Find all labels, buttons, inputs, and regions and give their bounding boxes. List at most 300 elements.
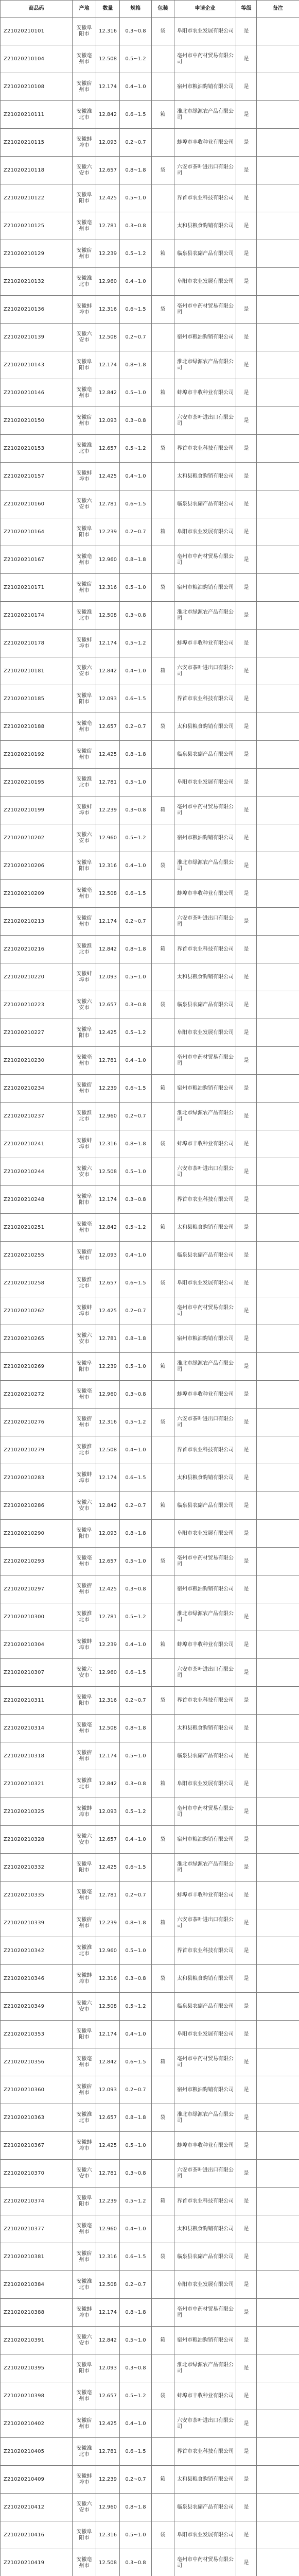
cell-origin: 安徽宿州市 bbox=[73, 73, 96, 101]
cell-company: 宿州市粮油购销有限公司 bbox=[174, 1075, 236, 1103]
cell-note bbox=[257, 1770, 299, 1798]
cell-spec: 0.4~1.0 bbox=[120, 2021, 152, 2048]
cell-spec: 0.5~1.0 bbox=[120, 2132, 152, 2160]
cell-origin: 安徽阜阳市 bbox=[73, 852, 96, 880]
cell-grade: 是 bbox=[236, 685, 257, 713]
cell-package bbox=[152, 908, 174, 936]
cell-grade: 是 bbox=[236, 1269, 257, 1297]
column-header-grade: 等级 bbox=[236, 1, 257, 18]
cell-grade: 是 bbox=[236, 240, 257, 268]
cell-quantity: 12.174 bbox=[96, 2021, 120, 2048]
table-row bbox=[1, 1353, 299, 1381]
cell-company: 阜阳市农业发展有限公司 bbox=[174, 769, 236, 796]
cell-code: Z21020210363 bbox=[1, 2104, 73, 2132]
cell-package bbox=[152, 490, 174, 518]
table-row bbox=[1, 630, 299, 657]
cell-quantity: 12.781 bbox=[96, 212, 120, 240]
cell-grade: 是 bbox=[236, 2271, 257, 2299]
cell-quantity: 12.657 bbox=[96, 1269, 120, 1297]
cell-spec: 0.5~1.0 bbox=[120, 1742, 152, 1770]
cell-grade: 是 bbox=[236, 407, 257, 435]
cell-package: 箱 bbox=[152, 2188, 174, 2215]
cell-note bbox=[257, 908, 299, 936]
cell-spec: 0.6~1.5 bbox=[120, 2438, 152, 2466]
cell-note bbox=[257, 1464, 299, 1492]
table-row bbox=[1, 1186, 299, 1214]
cell-note bbox=[257, 518, 299, 546]
cell-grade: 是 bbox=[236, 1409, 257, 1436]
cell-grade: 是 bbox=[236, 1909, 257, 1937]
cell-origin: 安徽六安市 bbox=[73, 1659, 96, 1687]
cell-grade: 是 bbox=[236, 2160, 257, 2188]
cell-grade: 是 bbox=[236, 2188, 257, 2215]
cell-origin: 安徽阜阳市 bbox=[73, 1854, 96, 1882]
table-row bbox=[1, 991, 299, 1019]
cell-note bbox=[257, 463, 299, 490]
table-row bbox=[1, 1520, 299, 1548]
table-row bbox=[1, 1492, 299, 1520]
cell-origin: 安徽淮北市 bbox=[73, 2104, 96, 2132]
cell-package bbox=[152, 1937, 174, 1965]
table-row bbox=[1, 1158, 299, 1186]
cell-company: 六安市茶叶进出口有限公司 bbox=[174, 1659, 236, 1687]
cell-grade: 是 bbox=[236, 2354, 257, 2382]
cell-grade: 是 bbox=[236, 1882, 257, 1909]
cell-package: 袋 bbox=[152, 435, 174, 463]
cell-quantity: 12.093 bbox=[96, 2354, 120, 2382]
cell-quantity: 12.657 bbox=[96, 991, 120, 1019]
cell-quantity: 12.174 bbox=[96, 351, 120, 379]
cell-company: 宿州市粮油购销有限公司 bbox=[174, 1826, 236, 1854]
cell-spec: 0.8~1.8 bbox=[120, 157, 152, 184]
cell-code: Z21020210304 bbox=[1, 1631, 73, 1659]
cell-spec: 0.3~0.8 bbox=[120, 212, 152, 240]
cell-grade: 是 bbox=[236, 2466, 257, 2494]
cell-grade: 是 bbox=[236, 1575, 257, 1603]
cell-company: 蚌埠市丰收种业有限公司 bbox=[174, 630, 236, 657]
cell-code: Z21020210220 bbox=[1, 963, 73, 991]
cell-spec: 0.3~0.8 bbox=[120, 407, 152, 435]
cell-grade: 是 bbox=[236, 2410, 257, 2438]
cell-origin: 安徽宿州市 bbox=[73, 908, 96, 936]
cell-note bbox=[257, 1269, 299, 1297]
cell-quantity: 12.842 bbox=[96, 657, 120, 685]
cell-code: Z21020210244 bbox=[1, 1158, 73, 1186]
cell-quantity: 12.657 bbox=[96, 1548, 120, 1575]
cell-note bbox=[257, 657, 299, 685]
cell-quantity: 12.425 bbox=[96, 2410, 120, 2438]
cell-code: Z21020210293 bbox=[1, 1548, 73, 1575]
cell-note bbox=[257, 1826, 299, 1854]
table-row bbox=[1, 1659, 299, 1687]
cell-code: Z21020210199 bbox=[1, 796, 73, 824]
cell-grade: 是 bbox=[236, 2549, 257, 2576]
cell-quantity: 12.174 bbox=[96, 2299, 120, 2327]
cell-company: 界首市农业科技有限公司 bbox=[174, 2438, 236, 2466]
cell-origin: 安徽亳州市 bbox=[73, 546, 96, 574]
cell-note bbox=[257, 2215, 299, 2243]
cell-quantity: 12.239 bbox=[96, 1631, 120, 1659]
cell-origin: 安徽六安市 bbox=[73, 324, 96, 351]
cell-spec: 0.3~0.8 bbox=[120, 602, 152, 630]
column-header-package: 包装 bbox=[152, 1, 174, 18]
table-row bbox=[1, 240, 299, 268]
table-row bbox=[1, 824, 299, 852]
cell-company: 蚌埠市丰收种业有限公司 bbox=[174, 379, 236, 407]
cell-note bbox=[257, 2327, 299, 2354]
cell-quantity: 12.239 bbox=[96, 2466, 120, 2494]
cell-note bbox=[257, 1130, 299, 1158]
cell-quantity: 12.316 bbox=[96, 2243, 120, 2271]
cell-code: Z21020210171 bbox=[1, 574, 73, 602]
cell-package bbox=[152, 1603, 174, 1631]
cell-origin: 安徽亳州市 bbox=[73, 1047, 96, 1075]
cell-origin: 安徽淮北市 bbox=[73, 1603, 96, 1631]
cell-company: 宿州市粮油购销有限公司 bbox=[174, 324, 236, 351]
cell-company: 界首市农业科技有限公司 bbox=[174, 1436, 236, 1464]
cell-package bbox=[152, 630, 174, 657]
cell-package: 箱 bbox=[152, 101, 174, 129]
cell-package bbox=[152, 1019, 174, 1047]
cell-grade: 是 bbox=[236, 1325, 257, 1353]
cell-code: Z21020210328 bbox=[1, 1826, 73, 1854]
cell-origin: 安徽淮北市 bbox=[73, 1937, 96, 1965]
cell-company: 太和县粮食购销有限公司 bbox=[174, 2215, 236, 2243]
cell-note bbox=[257, 1909, 299, 1937]
cell-package bbox=[152, 1854, 174, 1882]
cell-note bbox=[257, 1325, 299, 1353]
cell-quantity: 12.508 bbox=[96, 1436, 120, 1464]
cell-quantity: 12.316 bbox=[96, 1409, 120, 1436]
cell-company: 宿州市粮油购销有限公司 bbox=[174, 2076, 236, 2104]
table-row bbox=[1, 2410, 299, 2438]
cell-spec: 0.6~1.5 bbox=[120, 2048, 152, 2076]
cell-company: 临泉县农副产品有限公司 bbox=[174, 240, 236, 268]
cell-origin: 安徽亳州市 bbox=[73, 713, 96, 741]
cell-grade: 是 bbox=[236, 324, 257, 351]
cell-origin: 安徽蚌埠市 bbox=[73, 1130, 96, 1158]
cell-grade: 是 bbox=[236, 2132, 257, 2160]
cell-package bbox=[152, 1381, 174, 1409]
table-row bbox=[1, 657, 299, 685]
cell-quantity: 12.960 bbox=[96, 824, 120, 852]
cell-spec: 0.8~1.8 bbox=[120, 546, 152, 574]
cell-package bbox=[152, 463, 174, 490]
cell-code: Z21020210262 bbox=[1, 1297, 73, 1325]
cell-quantity: 12.239 bbox=[96, 796, 120, 824]
cell-origin: 安徽宿州市 bbox=[73, 1575, 96, 1603]
cell-company: 亳州市中药材贸易有限公司 bbox=[174, 2299, 236, 2327]
cell-note bbox=[257, 1715, 299, 1742]
cell-code: Z21020210108 bbox=[1, 73, 73, 101]
cell-grade: 是 bbox=[236, 1019, 257, 1047]
cell-note bbox=[257, 184, 299, 212]
table-row bbox=[1, 796, 299, 824]
cell-note bbox=[257, 1075, 299, 1103]
cell-spec: 0.2~0.7 bbox=[120, 324, 152, 351]
cell-origin: 安徽淮北市 bbox=[73, 769, 96, 796]
cell-spec: 0.5~1.2 bbox=[120, 435, 152, 463]
cell-quantity: 12.174 bbox=[96, 1464, 120, 1492]
cell-origin: 安徽亳州市 bbox=[73, 45, 96, 73]
cell-quantity: 12.239 bbox=[96, 1075, 120, 1103]
cell-origin: 安徽六安市 bbox=[73, 2160, 96, 2188]
cell-spec: 0.2~0.7 bbox=[120, 2076, 152, 2104]
cell-quantity: 12.960 bbox=[96, 268, 120, 296]
cell-spec: 0.8~1.8 bbox=[120, 2104, 152, 2132]
cell-code: Z21020210111 bbox=[1, 101, 73, 129]
cell-company: 阜阳市农业发展有限公司 bbox=[174, 1770, 236, 1798]
cell-company: 阜阳市农业发展有限公司 bbox=[174, 2271, 236, 2299]
table-row bbox=[1, 1826, 299, 1854]
table-row bbox=[1, 602, 299, 630]
cell-grade: 是 bbox=[236, 1993, 257, 2021]
cell-quantity: 12.174 bbox=[96, 630, 120, 657]
cell-grade: 是 bbox=[236, 2243, 257, 2271]
table-row bbox=[1, 1715, 299, 1742]
cell-company: 临泉县农副产品有限公司 bbox=[174, 490, 236, 518]
table-row bbox=[1, 1381, 299, 1409]
cell-company: 六安市茶叶进出口有限公司 bbox=[174, 1909, 236, 1937]
cell-grade: 是 bbox=[236, 657, 257, 685]
cell-company: 淮北市绿源农产品有限公司 bbox=[174, 351, 236, 379]
cell-package: 袋 bbox=[152, 1130, 174, 1158]
cell-origin: 安徽蚌埠市 bbox=[73, 2132, 96, 2160]
cell-grade: 是 bbox=[236, 1826, 257, 1854]
table-row bbox=[1, 2104, 299, 2132]
cell-package: 箱 bbox=[152, 2048, 174, 2076]
cell-company: 蚌埠市丰收种业有限公司 bbox=[174, 1631, 236, 1659]
table-row bbox=[1, 212, 299, 240]
cell-company: 蚌埠市丰收种业有限公司 bbox=[174, 1130, 236, 1158]
table-row bbox=[1, 685, 299, 713]
cell-company: 蚌埠市丰收种业有限公司 bbox=[174, 2132, 236, 2160]
table-row bbox=[1, 1297, 299, 1325]
cell-spec: 0.5~1.0 bbox=[120, 2521, 152, 2549]
cell-code: Z21020210395 bbox=[1, 2354, 73, 2382]
cell-company: 六安市茶叶进出口有限公司 bbox=[174, 407, 236, 435]
cell-code: Z21020210349 bbox=[1, 1993, 73, 2021]
cell-company: 亳州市中药材贸易有限公司 bbox=[174, 796, 236, 824]
cell-code: Z21020210206 bbox=[1, 852, 73, 880]
cell-grade: 是 bbox=[236, 268, 257, 296]
cell-note bbox=[257, 713, 299, 741]
cell-spec: 0.4~1.0 bbox=[120, 657, 152, 685]
cell-package bbox=[152, 2438, 174, 2466]
table-row bbox=[1, 490, 299, 518]
cell-quantity: 12.316 bbox=[96, 18, 120, 45]
cell-grade: 是 bbox=[236, 212, 257, 240]
cell-quantity: 12.781 bbox=[96, 1047, 120, 1075]
cell-code: Z21020210132 bbox=[1, 268, 73, 296]
cell-spec: 0.5~1.2 bbox=[120, 2382, 152, 2410]
cell-note bbox=[257, 991, 299, 1019]
cell-note bbox=[257, 129, 299, 157]
cell-code: Z21020210153 bbox=[1, 435, 73, 463]
cell-code: Z21020210146 bbox=[1, 379, 73, 407]
table-row bbox=[1, 2494, 299, 2521]
cell-package bbox=[152, 546, 174, 574]
cell-code: Z21020210181 bbox=[1, 657, 73, 685]
cell-package bbox=[152, 1186, 174, 1214]
cell-spec: 0.6~1.5 bbox=[120, 1854, 152, 1882]
cell-package: 袋 bbox=[152, 1826, 174, 1854]
table-row bbox=[1, 184, 299, 212]
cell-package bbox=[152, 1103, 174, 1130]
cell-company: 蚌埠市丰收种业有限公司 bbox=[174, 880, 236, 908]
cell-code: Z21020210321 bbox=[1, 1770, 73, 1798]
cell-note bbox=[257, 2048, 299, 2076]
cell-note bbox=[257, 296, 299, 324]
cell-origin: 安徽淮北市 bbox=[73, 2271, 96, 2299]
cell-code: Z21020210157 bbox=[1, 463, 73, 490]
cell-note bbox=[257, 1937, 299, 1965]
cell-package bbox=[152, 45, 174, 73]
cell-package: 箱 bbox=[152, 1631, 174, 1659]
cell-code: Z21020210279 bbox=[1, 1436, 73, 1464]
cell-company: 临泉县农副产品有限公司 bbox=[174, 2494, 236, 2521]
cell-company: 临泉县农副产品有限公司 bbox=[174, 1492, 236, 1520]
cell-code: Z21020210272 bbox=[1, 1381, 73, 1409]
cell-code: Z21020210370 bbox=[1, 2160, 73, 2188]
cell-note bbox=[257, 2188, 299, 2215]
cell-company: 界首市农业科技有限公司 bbox=[174, 1937, 236, 1965]
cell-note bbox=[257, 2382, 299, 2410]
table-row bbox=[1, 2466, 299, 2494]
cell-package: 袋 bbox=[152, 1269, 174, 1297]
cell-quantity: 12.093 bbox=[96, 407, 120, 435]
cell-origin: 安徽亳州市 bbox=[73, 1381, 96, 1409]
table-row bbox=[1, 1603, 299, 1631]
cell-origin: 安徽亳州市 bbox=[73, 2549, 96, 2576]
cell-origin: 安徽淮北市 bbox=[73, 268, 96, 296]
cell-package bbox=[152, 2354, 174, 2382]
cell-spec: 0.5~1.2 bbox=[120, 630, 152, 657]
cell-grade: 是 bbox=[236, 2076, 257, 2104]
table-row bbox=[1, 407, 299, 435]
cell-origin: 安徽宿州市 bbox=[73, 240, 96, 268]
cell-package: 箱 bbox=[152, 1353, 174, 1381]
table-row bbox=[1, 1687, 299, 1715]
cell-quantity: 12.425 bbox=[96, 1019, 120, 1047]
cell-spec: 0.5~1.2 bbox=[120, 1019, 152, 1047]
cell-code: Z21020210150 bbox=[1, 407, 73, 435]
cell-code: Z21020210209 bbox=[1, 880, 73, 908]
cell-code: Z21020210391 bbox=[1, 2327, 73, 2354]
table-row bbox=[1, 2271, 299, 2299]
cell-grade: 是 bbox=[236, 490, 257, 518]
cell-origin: 安徽阜阳市 bbox=[73, 1019, 96, 1047]
cell-spec: 0.2~0.7 bbox=[120, 908, 152, 936]
cell-package: 袋 bbox=[152, 2243, 174, 2271]
cell-spec: 0.3~0.8 bbox=[120, 796, 152, 824]
table-row bbox=[1, 1937, 299, 1965]
cell-spec: 0.8~1.8 bbox=[120, 1520, 152, 1548]
cell-grade: 是 bbox=[236, 1520, 257, 1548]
cell-package: 袋 bbox=[152, 2521, 174, 2549]
cell-origin: 安徽蚌埠市 bbox=[73, 796, 96, 824]
cell-grade: 是 bbox=[236, 2021, 257, 2048]
cell-origin: 安徽宿州市 bbox=[73, 574, 96, 602]
table-row bbox=[1, 1103, 299, 1130]
column-header-code: 商品码 bbox=[1, 1, 73, 18]
cell-company: 界首市农业科技有限公司 bbox=[174, 184, 236, 212]
cell-origin: 安徽亳州市 bbox=[73, 2215, 96, 2243]
cell-note bbox=[257, 741, 299, 769]
cell-package bbox=[152, 1297, 174, 1325]
table-row bbox=[1, 1770, 299, 1798]
cell-grade: 是 bbox=[236, 602, 257, 630]
cell-code: Z21020210192 bbox=[1, 741, 73, 769]
cell-spec: 0.8~1.8 bbox=[120, 1130, 152, 1158]
cell-origin: 安徽蚌埠市 bbox=[73, 630, 96, 657]
cell-spec: 0.4~1.0 bbox=[120, 852, 152, 880]
cell-note bbox=[257, 1214, 299, 1242]
table-row bbox=[1, 45, 299, 73]
cell-spec: 0.8~1.8 bbox=[120, 2299, 152, 2327]
cell-spec: 0.5~1.0 bbox=[120, 1937, 152, 1965]
cell-code: Z21020210416 bbox=[1, 2521, 73, 2549]
cell-origin: 安徽亳州市 bbox=[73, 1882, 96, 1909]
table-row bbox=[1, 2243, 299, 2271]
cell-spec: 0.2~0.7 bbox=[120, 1882, 152, 1909]
cell-origin: 安徽淮北市 bbox=[73, 602, 96, 630]
cell-package: 箱 bbox=[152, 1075, 174, 1103]
table-row bbox=[1, 296, 299, 324]
cell-spec: 0.8~1.8 bbox=[120, 741, 152, 769]
cell-code: Z21020210251 bbox=[1, 1214, 73, 1242]
cell-origin: 安徽六安市 bbox=[73, 1993, 96, 2021]
cell-note bbox=[257, 1965, 299, 1993]
cell-spec: 0.5~1.2 bbox=[120, 240, 152, 268]
cell-spec: 0.4~1.0 bbox=[120, 73, 152, 101]
cell-quantity: 12.657 bbox=[96, 2104, 120, 2132]
cell-grade: 是 bbox=[236, 936, 257, 963]
cell-code: Z21020210160 bbox=[1, 490, 73, 518]
cell-package: 箱 bbox=[152, 1909, 174, 1937]
cell-company: 亳州市中药材贸易有限公司 bbox=[174, 1047, 236, 1075]
table-row bbox=[1, 2549, 299, 2576]
cell-origin: 安徽蚌埠市 bbox=[73, 129, 96, 157]
cell-company: 宿州市粮油购销有限公司 bbox=[174, 73, 236, 101]
cell-package bbox=[152, 2299, 174, 2327]
cell-code: Z21020210223 bbox=[1, 991, 73, 1019]
cell-code: Z21020210195 bbox=[1, 769, 73, 796]
cell-grade: 是 bbox=[236, 1742, 257, 1770]
cell-spec: 0.5~1.2 bbox=[120, 1798, 152, 1826]
cell-company: 宿州市粮油购销有限公司 bbox=[174, 1575, 236, 1603]
table-row bbox=[1, 157, 299, 184]
cell-code: Z21020210346 bbox=[1, 1965, 73, 1993]
cell-note bbox=[257, 574, 299, 602]
cell-code: Z21020210185 bbox=[1, 685, 73, 713]
cell-company: 太和县粮食购销有限公司 bbox=[174, 463, 236, 490]
cell-origin: 安徽蚌埠市 bbox=[73, 1464, 96, 1492]
cell-company: 亳州市中药材贸易有限公司 bbox=[174, 546, 236, 574]
cell-origin: 安徽六安市 bbox=[73, 824, 96, 852]
cell-note bbox=[257, 490, 299, 518]
cell-note bbox=[257, 1409, 299, 1436]
cell-code: Z21020210405 bbox=[1, 2438, 73, 2466]
cell-note bbox=[257, 2521, 299, 2549]
cell-origin: 安徽亳州市 bbox=[73, 1715, 96, 1742]
table-header bbox=[1, 1, 299, 18]
cell-package bbox=[152, 268, 174, 296]
cell-company: 临泉县农副产品有限公司 bbox=[174, 1993, 236, 2021]
cell-code: Z21020210286 bbox=[1, 1492, 73, 1520]
cell-quantity: 12.316 bbox=[96, 2521, 120, 2549]
cell-note bbox=[257, 2104, 299, 2132]
